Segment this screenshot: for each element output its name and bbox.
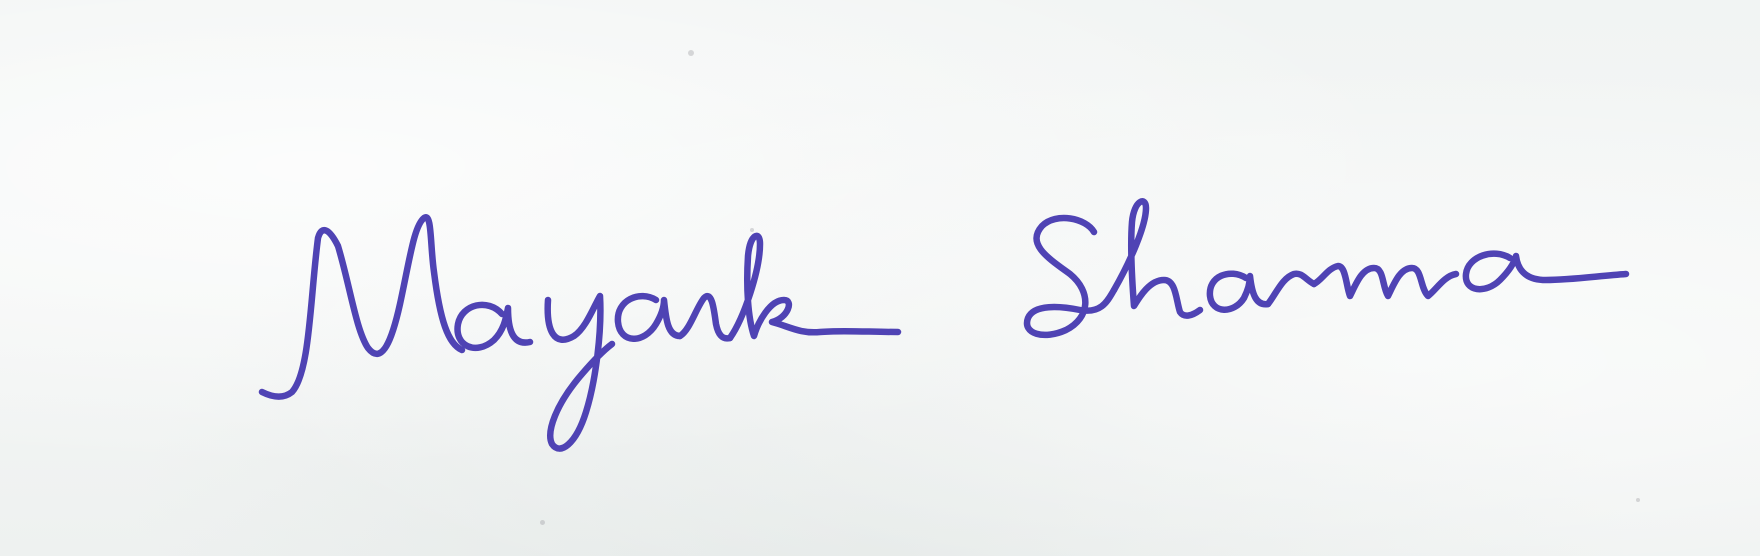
signature-stroke-a4: [1466, 254, 1626, 290]
signature-stroke-m2: [1314, 266, 1456, 296]
signature-stroke-s: [1027, 218, 1114, 335]
signature-stroke-a: [458, 305, 530, 348]
signature-stroke-a2: [618, 296, 680, 339]
signature-stroke-y: [548, 296, 612, 449]
signature-stroke-h: [1114, 201, 1200, 315]
signature-stroke-a3: [1210, 274, 1268, 310]
signature-ink: [262, 201, 1626, 448]
signature-stroke-r: [1268, 274, 1314, 304]
signature-stroke-m: [262, 217, 462, 396]
signature-stroke-n: [680, 296, 730, 338]
signature-stroke-k: [730, 236, 898, 338]
